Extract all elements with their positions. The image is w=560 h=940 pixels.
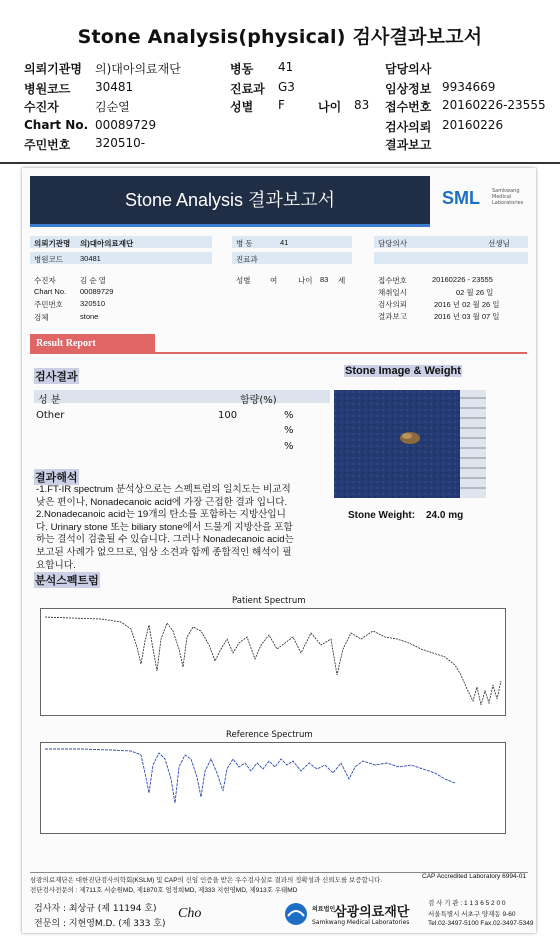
- info-label: 검체: [34, 313, 49, 322]
- result-unit: %: [284, 425, 294, 436]
- signature: Cho: [178, 906, 202, 921]
- org-prefix: 의료법인: [312, 906, 336, 913]
- field-label-sex: 성별: [230, 100, 254, 114]
- info-label: 결과보고: [378, 312, 407, 321]
- stone-weight-label: Stone Weight:: [348, 510, 416, 521]
- info-label: 담당의사: [378, 239, 407, 248]
- inst-number: 검 사 기 관 : 1 1 3 6 5 2 0 0: [428, 900, 506, 907]
- interpretation-line: 낮은 편이나, Nonadecanoic acid에 가장 근접한 결과 입니다.: [36, 496, 288, 508]
- info-value: 30481: [80, 254, 101, 263]
- info-value: 41: [280, 238, 289, 247]
- result-value: 100: [218, 410, 238, 421]
- field-label-clinical-info: 임상정보: [385, 82, 432, 96]
- info-value: 김 순 열: [80, 276, 106, 285]
- field-label-doctor: 담당의사: [385, 62, 432, 76]
- info-label: 진료과: [236, 255, 258, 264]
- reference-spectrum-box: [40, 742, 506, 834]
- info-value: 20160226 - 23555: [432, 275, 493, 284]
- field-label-receipt-no: 접수번호: [385, 100, 432, 114]
- sml-logo-sub1: Samkwang: [492, 188, 520, 194]
- col-component: 성 분: [38, 395, 61, 406]
- info-label: 수진자: [34, 276, 56, 285]
- info-value: 의)대아의료재단: [80, 239, 134, 248]
- result-report-label: Result Report: [36, 338, 96, 349]
- field-value-chart-no: 00089729: [95, 118, 157, 132]
- info-label: 접수번호: [378, 276, 407, 285]
- info-label: 병 동: [236, 239, 253, 248]
- interpretation-line: 하는 결석이 검출될 수 있습니다. 그러나 Nonadecanoic acid는: [36, 534, 294, 546]
- interpretation-line: 요합니다.: [36, 559, 76, 571]
- header-divider: [0, 162, 560, 164]
- footer-tester: 검사자 : 최상규 (제 11194 호): [34, 904, 157, 914]
- field-value-patient: 김순열: [95, 100, 130, 114]
- document-title: Stone Analysis(physical) 검사결과보고서: [77, 26, 483, 48]
- footer-specialist: 전문의 : 지현영M.D. (제 333 호): [34, 919, 166, 929]
- sml-logo-sub2: Medical: [492, 194, 512, 200]
- field-label-chart-no: Chart No.: [24, 118, 89, 132]
- info-label: 성별: [236, 276, 251, 285]
- result-table-header: [34, 390, 330, 403]
- interpretation-line: 보고된 사례가 없으므로, 임상 소견과 함께 종합적인 해석이 필: [36, 546, 292, 558]
- result-report-rule: [155, 352, 527, 354]
- sml-logo-text: SML: [442, 188, 480, 208]
- info-value: 83: [320, 275, 329, 284]
- footer-accreditation: 삼광의료재단은 대한진단검사의학회(KSLM) 및 CAP의 신임 인증을 받은 우수검사실로 결과의 정확성과 신뢰도를 보증합니다.: [30, 877, 383, 884]
- result-name: Other: [36, 410, 65, 421]
- col-content: 함량(%): [240, 395, 277, 406]
- info-value: stone: [80, 312, 99, 321]
- info-value: 2016 년 03 월 07 일: [434, 312, 500, 321]
- field-value-hospital-code: 30481: [95, 80, 134, 94]
- field-value-resident-no: 320510-: [95, 136, 146, 150]
- sml-logo-sub3: Laboratories: [492, 200, 524, 206]
- field-label-request-date: 검사의뢰: [385, 120, 432, 134]
- info-label: 검사의뢰: [378, 300, 407, 309]
- field-value-clinical-info: 9934669: [442, 80, 496, 94]
- field-value-dept: G3: [278, 80, 295, 94]
- org-address: 서울특별시 서초구 양재동 9-60: [428, 911, 516, 918]
- info-value: 00089729: [80, 287, 114, 296]
- field-label-resident-no: 주민번호: [24, 138, 71, 152]
- info-unit: 세: [338, 276, 346, 285]
- field-label-hospital-code: 병원코드: [24, 82, 71, 96]
- reference-spectrum-plot: [41, 743, 505, 833]
- org-name-en: Samkwang Medical Laboratories: [312, 919, 410, 926]
- field-label-report-date: 결과보고: [385, 138, 432, 152]
- field-value-receipt-no: 20160226-23555: [442, 98, 546, 112]
- field-value-sex: F: [278, 98, 285, 112]
- info-value: 2016 년 02 월 26 일: [434, 300, 500, 309]
- interpretation-title: 결과해석: [34, 469, 79, 485]
- field-label-age: 나이: [318, 100, 342, 114]
- info-label: 주민번호: [34, 300, 63, 309]
- info-value: 320510: [80, 299, 106, 308]
- reference-spectrum-label: Reference Spectrum: [226, 730, 313, 740]
- field-label-dept: 진료과: [230, 82, 265, 96]
- footer-cap: CAP Accredited Laboratory 6994-01: [422, 873, 526, 880]
- banner-stripe: [30, 224, 430, 227]
- info-label: 나이: [298, 276, 313, 285]
- org-name: 삼광의료재단: [334, 905, 410, 920]
- info-label: 병원코드: [34, 255, 63, 264]
- info-label: 채취일시: [378, 288, 407, 297]
- org-phone: Tel.02-3497-5100 Fax.02-3497-5349: [428, 920, 534, 927]
- stone-photo: [334, 390, 486, 498]
- info-label: Chart No.: [34, 287, 67, 296]
- info-bar: [374, 252, 528, 264]
- patient-spectrum-label: Patient Spectrum: [232, 596, 306, 606]
- info-value: 여: [270, 276, 278, 285]
- field-label-patient: 수진자: [24, 100, 59, 114]
- sml-emblem-icon: [284, 902, 308, 926]
- sml-logo: [440, 182, 532, 218]
- field-value-age: 83: [354, 98, 370, 112]
- stone-image-title: Stone Image & Weight: [345, 365, 461, 377]
- interpretation-line: 2.Nonadecanoic acid는 19개의 탄소를 포함하는 지방산입니: [36, 509, 286, 521]
- field-value-ward: 41: [278, 60, 294, 74]
- test-result-title: 검사결과: [34, 368, 79, 384]
- patient-spectrum-box: [40, 608, 506, 716]
- interpretation-text: [36, 484, 336, 572]
- info-label: 의뢰기관명: [34, 239, 71, 248]
- field-label-ward: 병동: [230, 62, 254, 76]
- field-value-request-date: 20160226: [442, 118, 504, 132]
- interpretation-line: -1.FT-IR spectrum 분석상으로는 스펙트럼의 일치도는 비교적: [36, 484, 291, 495]
- field-value-institution: 의)대아의료재단: [95, 62, 181, 76]
- spectrum-title: 분석스펙트럼: [34, 572, 100, 588]
- footer-specialists: 전단검사전문의 : 제711호 서순원MD, 제1870호 엄정희MD, 제333 지현영MD, 제913호 우태MD: [30, 887, 298, 894]
- field-label-institution: 의뢰기관명: [24, 62, 82, 76]
- info-value: 선생님: [488, 239, 510, 248]
- report-banner: Stone Analysis 결과보고서: [30, 176, 430, 224]
- scanned-report: [22, 168, 536, 933]
- result-unit: %: [284, 441, 294, 452]
- interpretation-line: 다. Urinary stone 또는 biliary stone에서 드물게 지방산을 포함: [36, 521, 293, 533]
- result-unit: %: [284, 410, 294, 421]
- stone-weight-value: 24.0 mg: [426, 510, 464, 521]
- info-value: 02 월 26 일: [456, 288, 494, 297]
- patient-spectrum-plot: [41, 609, 505, 715]
